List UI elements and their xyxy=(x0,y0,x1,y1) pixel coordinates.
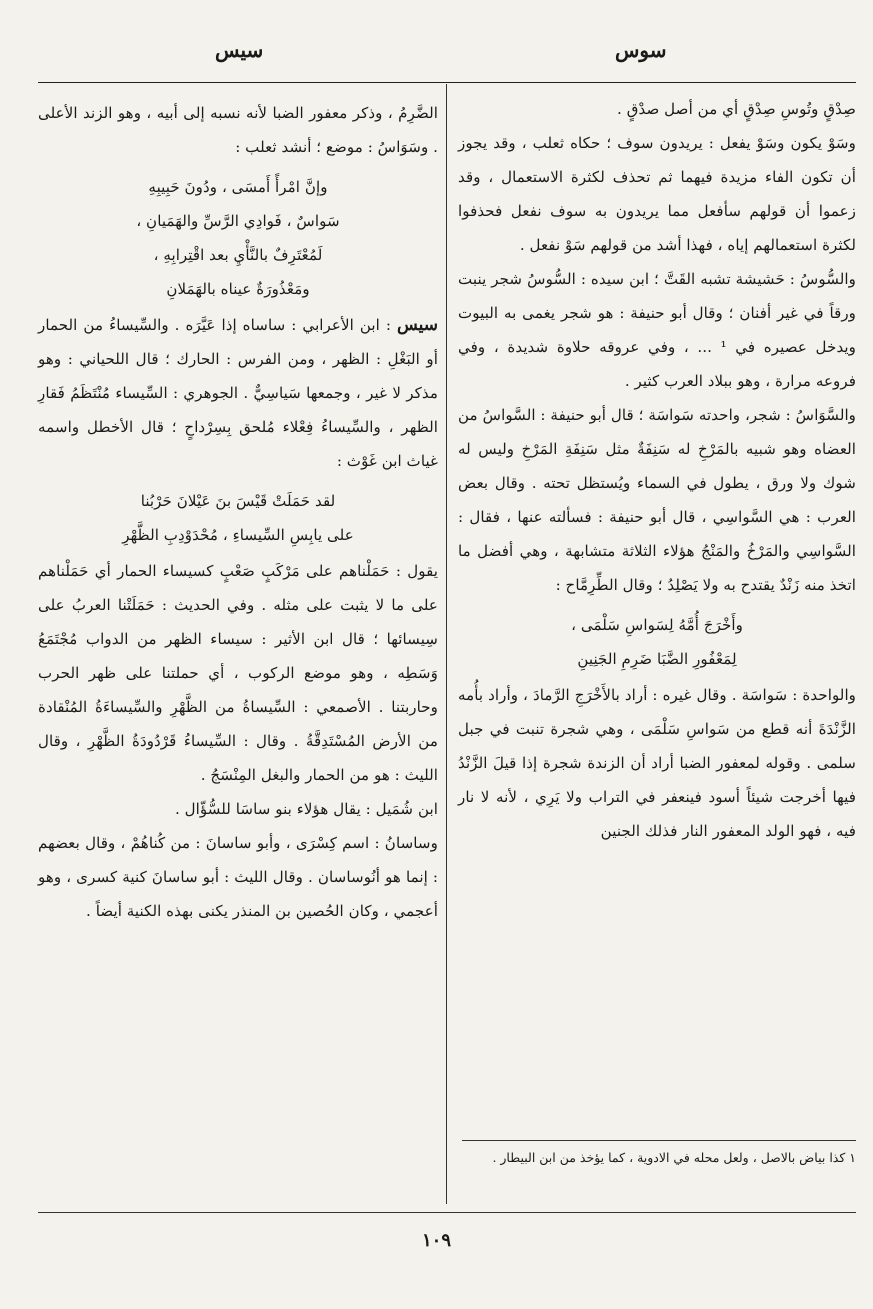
top-rule xyxy=(38,82,856,83)
verse-line: وإنَّ امْرأً أَمسَى ، ودُونَ حَبِيبِهِ xyxy=(148,178,328,196)
verse-block xyxy=(38,484,438,552)
paragraph: والسَّوَاسُ : شجر، واحدته سَواسَة ؛ قال أبو حنيفة : السَّواسُ من العضاه وهو شبيه بالمَرْخِ له سَنِفَةٌ مثل سَنِفَةِ المَرْخِ وليس له شوك ولا ورق ، يطول في السماء ويُستظل تحته . وقال بعض العرب : هي السَّواسِي ، قال أبو حنيفة : فسألته عنها ، فقال : السَّواسِي والمَرْخُ والمَنْجُ هؤلاء الثلاثة متشابهة ، وهي أفضل ما اتخذ منه زَنْدٌ يقتدح به ولا يَصْلِدُ ؛ وقال الطِّرِمَّاح : xyxy=(458,406,856,594)
verse-line: سَواسٌ ، فَوادِي الرَّسِّ والهَمَيانِ ، xyxy=(136,212,340,230)
verse-line: على يابِسِ السِّيساءِ ، مُحْدَوْدِبِ الظَّهْرِ xyxy=(122,526,354,544)
page-number: ١٠٩ xyxy=(421,1230,451,1251)
paragraph: وساسانُ : اسم كِسْرَى ، وأبو ساسانَ : من كُناهُمْ ، وقال بعضهم : إنما هو أنُوساسان . وقال الليث : أبو ساسانَ كنية كسرى ، وهو أعجمي ، وكان الحُصين بن المنذر يكنى بهذه الكنية أيضاً . xyxy=(38,834,438,920)
paragraph: وسَوْ يكون وسَوْ يفعل : يريدون سوف ؛ حكاه ثعلب ، وقد يجوز أن تكون الفاء مزيدة فيهما ثم تحذف لكثرة الاستعمال ، وقد زعموا أن قولهم سأفعل مما يريدون به سوف نفعل فحذفوا لكثرة استعمالهم إياه ، فهذا أشد من قولهم سَوْ نفعل . xyxy=(458,134,856,254)
verse-line: لِمَعْفُورِ الضَّبَا ضَرِمِ الجَنِينِ xyxy=(577,650,737,668)
footnote-rule xyxy=(462,1140,856,1141)
entry-paragraph xyxy=(38,308,438,478)
paragraph: صِدْقٍ وتُوسِ صِدْقٍ أي من أصل صدْقٍ . xyxy=(617,100,856,118)
verse-block xyxy=(458,608,856,676)
paragraph: والواحدة : سَواسَة . وقال غيره : أراد بالأَخْرَجِ الرَّمادَ ، وأراد بأُمه الزَّنْدَةَ أنه قطع من سَواسِ سَلْمَى ، وهي شجرة تنبت في جبل سلمى . وقوله لمعفور الضبا أراد أن الزندة شجرة إذا قيلَ الزَّنْدُ فيها أخرجت شيئاً أسود فينعفر في التراب ولا يَرِي ، لأنه لا نار فيه ، فهو الولد المعفور النار فذلك الجنين xyxy=(458,686,856,840)
verse-line: لقد حَمَلَتْ قَيْسَ بنَ عَيْلانَ حَرْبُنا xyxy=(140,492,336,510)
bottom-rule xyxy=(38,1212,856,1213)
right-column xyxy=(458,92,856,848)
footnote: ١ كذا بياض بالاصل ، ولعل محله في الادوية ، كما يؤخذ من ابن البيطار . xyxy=(492,1150,856,1165)
verse-line: وأَخْرَجَ أُمَّهُ لِسَواسِ سَلْمَى ، xyxy=(571,616,743,634)
header-right-title: سوس xyxy=(615,38,667,62)
verse-line: ومَعْذُورَةٌ عيناه بالهَمَلانِ xyxy=(166,280,310,298)
entry-headword: سيس xyxy=(396,315,439,335)
paragraph: والسُّوسُ : حَشيشة تشبه القَتَّ ؛ ابن سيده : السُّوسُ شجر ينبت ورقاً في غير أفنان ؛ وقال أبو حنيفة : هو شجر يغمى به البيوت ويدخل عصيره في ¹ ... ، وفي عروقه حلاوة شديدة ، وفي فروعه مرارة ، وهو ببلاد العرب كثير . xyxy=(458,270,856,390)
paragraph: يقول : حَمَلْناهم على مَرْكَبٍ صَعْبٍ كسيساء الحمار أي حَمَلْناهم على ما لا يثبت على مثله . وفي الحديث : حَمَلَتْنا العربُ على سِيسائها ؛ قال ابن الأثير : سيساء الظهر من الدواب مُجْتَمَعُ وَسَطِه ، وهو موضع الركوب ، أي حملتنا على ظهر الحرب وحاربتنا . الأصمعي : السِّيساةُ من الظَّهْرِ والسِّيساءَةُ المُنْقادة من الأرض المُسْتَدِقَّةُ . وقال : السِّيساءُ قَرْدُودَةُ الظَّهْرِ ، وقال الليث : هو من الحمار والبغل المِنْسَجُ . xyxy=(38,562,438,784)
entry-body: : ابن الأعرابي : ساساه إذا عَيَّرَه . والسِّيساءُ من الحمار أو البَغْلِ : الظهر ، ومن الفرس : الحارك ؛ قال اللحياني : وهو مذكر لا غير ، وجمعها سَياسِيٌّ . الجوهري : السِّيساء مُنْتَظَمُ فَقارِ الظهر ، والسِّيساءُ فِعْلاء مُلحق بِسِرْداحٍ ؛ قال الأخطل واسمه غياث ابن غَوْث : xyxy=(38,316,438,470)
verse-line: لَمُعْتَرِفٌ بالنَّأْيِ بعد اقْتِرابِهِ ، xyxy=(153,246,323,264)
verse-block xyxy=(38,170,438,306)
paragraph: ابن شُمَيل : يقال هؤلاء بنو ساسَا للسُّؤّال . xyxy=(174,800,438,818)
header-left-title: سيس xyxy=(215,38,264,62)
left-column xyxy=(38,96,438,928)
column-separator xyxy=(446,84,447,1204)
paragraph: الضَّرِمُ ، وذكر معفور الضبا لأنه نسبه إلى أبيه ، وهو الزند الأعلى . وسَوَاسُ : موضع ؛ أنشد ثعلب : xyxy=(38,104,438,156)
